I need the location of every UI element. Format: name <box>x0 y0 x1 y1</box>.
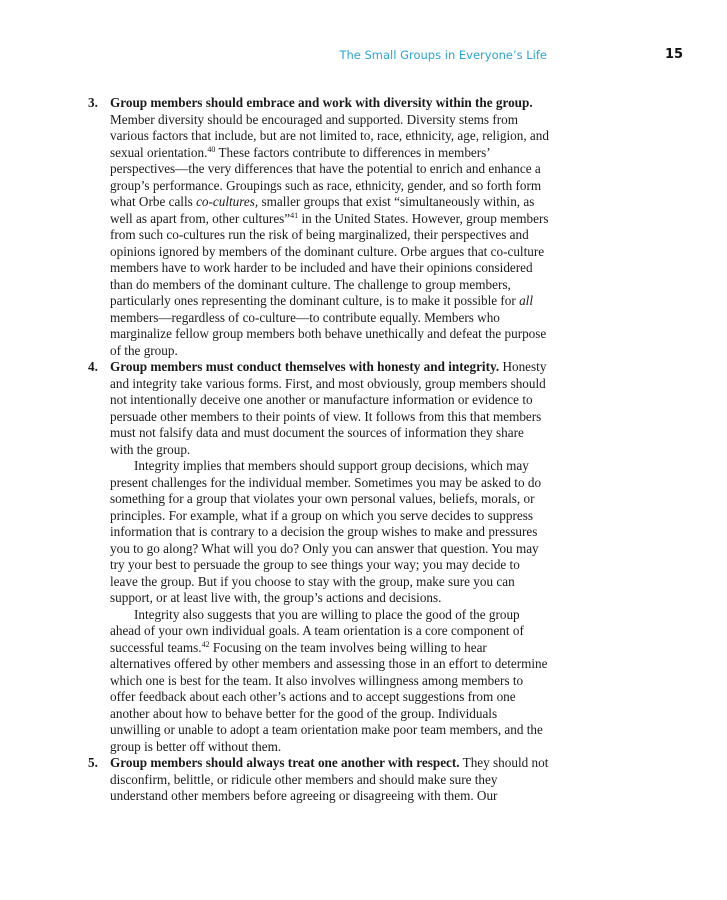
text-run: Member diversity should be encouraged and supported. Diversity stems from various factors that include, but are not limited to, race, ethnicity, age, religion, and sexual orientation. <box>110 111 549 160</box>
list-item-4 <box>88 359 550 755</box>
paragraph <box>110 95 550 359</box>
text-run: Integrity also suggests that you are willing to place the good of the group ahead of your own individual goals. A team orientation is a core component of successful teams. <box>110 606 524 655</box>
item-heading: Group members should embrace and work with diversity within the group. <box>110 95 533 110</box>
text-run: Honesty and integrity take various forms. First, and most obviously, group members should not intentionally deceive one another or manufacture information or evidence to persuade other members to their points of view. It follows from this that members must not falsify data and must document the sources of information they share with the group. <box>110 359 547 457</box>
text-run: These factors contribute to differences in members’ perspectives—the very differences that have the potential to enrich and enhance a group’s performance. Groupings such as race, ethnicity, gender, and so forth form what Orbe calls <box>110 144 542 209</box>
item-number: 3. <box>88 95 98 110</box>
list-item-3 <box>88 95 550 359</box>
paragraph <box>110 359 550 458</box>
text-run: in the United States. However, group members from such co-cultures run the risk of being marginalized, their perspectives and opinions ignored by members of the dominant culture. Orbe argues that co-culture members have to work harder to be included and have their opinions considered than do members of the dominant culture. The challenge to group members, particularly ones representing the dominant culture, is to make it possible for <box>110 210 549 308</box>
text-run: They should not disconfirm, belittle, or ridicule other members and should make sure they understand other members before agreeing or disagreeing with them. Our <box>110 755 549 803</box>
footnote-ref: 41 <box>290 210 299 220</box>
footnote-ref: 42 <box>201 639 210 649</box>
paragraph <box>110 607 550 756</box>
item-heading: Group members should always treat one another with respect. <box>110 755 460 770</box>
running-title: The Small Groups in Everyone’s Life <box>339 48 547 62</box>
text-run: smaller groups that exist “simultaneously within, as well as apart from, other cultures” <box>110 194 535 226</box>
running-head <box>0 48 727 68</box>
text-run: Focusing on the team involves being willing to hear alternatives offered by other members and assessing those in an effort to determine which one is best for the team. It also involves willingness among members to offer feedback about each other’s actions and to accept suggestions from one another about how to behave better for the good of the group. Individuals unwilling or unable to adopt a team orientation make poor team members, and the group is better off without them. <box>110 639 548 754</box>
item-number: 4. <box>88 359 98 374</box>
footnote-ref: 40 <box>207 144 216 154</box>
page-number: 15 <box>665 47 684 62</box>
text-run: members—regardless of co-culture—to contribute equally. Members who marginalize fellow group members both behave unethically and defeat the purpose of the group. <box>110 309 547 358</box>
item-heading: Group members must conduct themselves with honesty and integrity. <box>110 359 500 374</box>
list-item-5 <box>88 755 550 805</box>
item-number: 5. <box>88 755 98 770</box>
emphasis: all <box>519 293 533 308</box>
paragraph: Integrity implies that members should support group decisions, which may present challenges for the individual member. Sometimes you may be asked to do something for a group that violates your own personal values, beliefs, morals, or principles. For example, what if a group on which you serve decides to suppress information that is contrary to a decision the group wishes to make and pressures you to go along? What will you do? Only you can answer that question. You may try your best to persuade the group to see things your way; you may decide to leave the group. But if you choose to stay with the group, make sure you can support, or at least live with, the group’s actions and decisions. <box>110 458 542 605</box>
emphasis: co-cultures, <box>196 194 259 209</box>
paragraph <box>110 755 550 805</box>
body-text <box>88 95 550 805</box>
